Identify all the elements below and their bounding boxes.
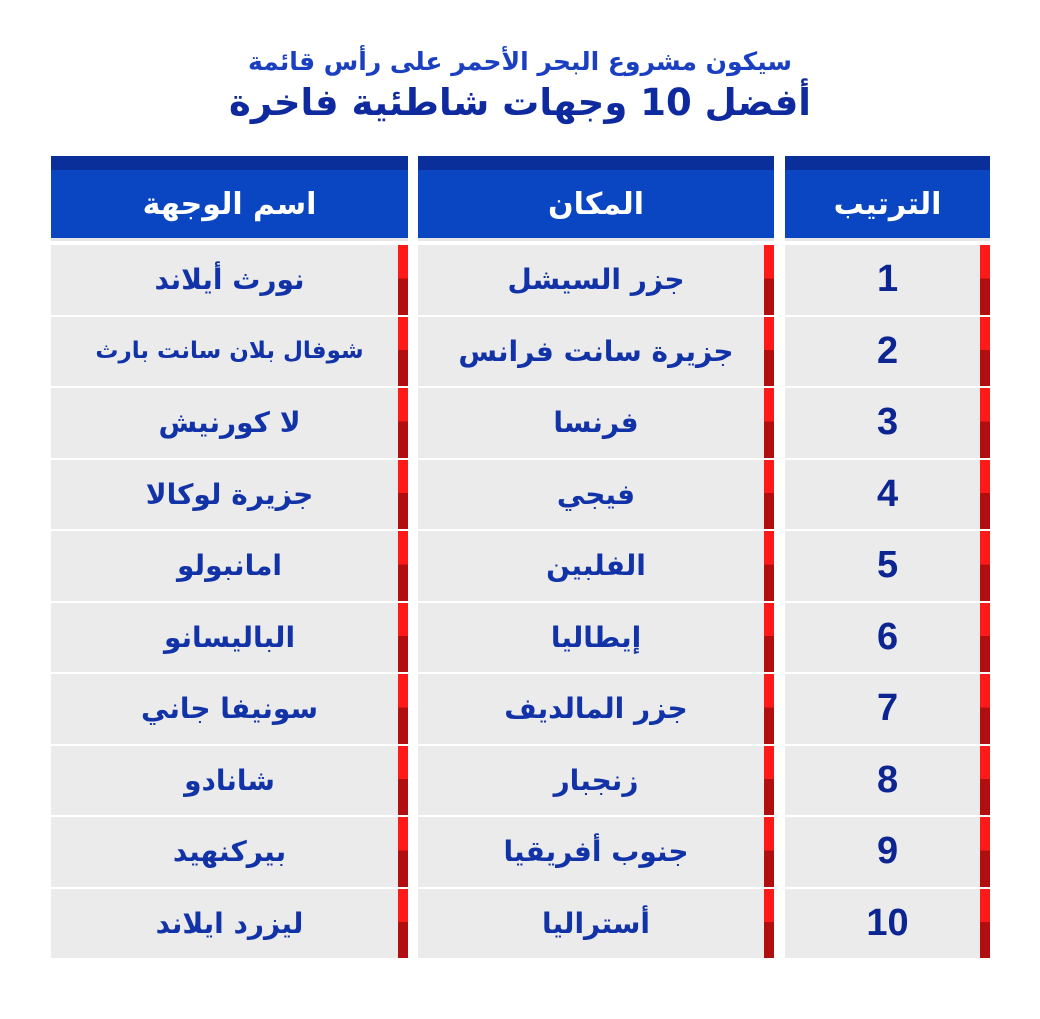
red-stripe — [764, 817, 774, 887]
destination-cell — [51, 746, 408, 818]
rank-rows — [785, 245, 990, 960]
destination-cell — [51, 245, 408, 317]
place-cell — [418, 889, 774, 961]
rank-value: 4 — [876, 472, 899, 515]
red-stripe — [980, 460, 990, 530]
rank-value: 9 — [876, 830, 899, 873]
place-cell — [418, 817, 774, 889]
destination-value: بيركنهيد — [172, 835, 287, 869]
destination-value: جزيرة لوكالا — [145, 477, 314, 511]
place-cell — [418, 531, 774, 603]
red-stripe — [980, 889, 990, 959]
place-value: فرنسا — [553, 406, 639, 440]
red-stripe — [764, 674, 774, 744]
place-value: جنوب أفريقيا — [503, 835, 689, 869]
rank-cell — [785, 245, 990, 317]
rank-cell — [785, 531, 990, 603]
red-stripe — [764, 317, 774, 387]
rank-value: 6 — [876, 615, 899, 658]
rank-value: 8 — [876, 758, 899, 801]
red-stripe — [980, 674, 990, 744]
red-stripe — [764, 603, 774, 673]
red-stripe — [398, 531, 408, 601]
destination-header: اسم الوجهة — [51, 156, 408, 238]
red-stripe — [980, 603, 990, 673]
rank-value: 1 — [876, 258, 899, 301]
place-value: زنجبار — [553, 763, 639, 797]
place-column — [418, 156, 774, 960]
place-value: إيطاليا — [550, 620, 642, 654]
rank-value: 2 — [876, 329, 899, 372]
rank-cell — [785, 674, 990, 746]
rank-header: الترتيب — [785, 156, 990, 238]
red-stripe — [398, 746, 408, 816]
red-stripe — [398, 245, 408, 315]
place-cell — [418, 317, 774, 389]
destination-value: سونيفا جاني — [141, 692, 318, 726]
place-value: الفلبين — [546, 549, 646, 583]
red-stripe — [398, 460, 408, 530]
place-cell — [418, 674, 774, 746]
place-cell — [418, 388, 774, 460]
rank-value: 7 — [876, 687, 899, 730]
destination-cell — [51, 603, 408, 675]
main-title: أفضل 10 وجهات شاطئية فاخرة — [228, 81, 811, 124]
red-stripe — [980, 388, 990, 458]
rank-cell — [785, 603, 990, 675]
rank-cell — [785, 460, 990, 532]
place-value: جزر السيشل — [507, 263, 685, 297]
place-value: جزر المالديف — [504, 692, 688, 726]
destination-cell — [51, 317, 408, 389]
rank-value: 10 — [866, 901, 909, 944]
destination-value: ليزرد ايلاند — [155, 906, 304, 940]
destination-value: شانادو — [184, 763, 275, 797]
destination-value: امانبولو — [177, 549, 283, 583]
title-block — [0, 45, 1040, 127]
red-stripe — [398, 317, 408, 387]
place-value: جزيرة سانت فرانس — [458, 334, 734, 368]
destination-cell — [51, 889, 408, 961]
rank-cell — [785, 817, 990, 889]
red-stripe — [980, 317, 990, 387]
destination-value: لا كورنيش — [158, 406, 301, 440]
destination-cell — [51, 817, 408, 889]
destination-cell — [51, 388, 408, 460]
red-stripe — [764, 245, 774, 315]
destination-value: الباليسانو — [163, 620, 296, 654]
place-cell — [418, 746, 774, 818]
destination-rows — [51, 245, 408, 960]
red-stripe — [398, 889, 408, 959]
destination-cell — [51, 674, 408, 746]
red-stripe — [980, 245, 990, 315]
red-stripe — [980, 817, 990, 887]
red-stripe — [980, 531, 990, 601]
place-value: أستراليا — [541, 906, 651, 940]
rank-value: 3 — [876, 401, 899, 444]
red-stripe — [764, 889, 774, 959]
red-stripe — [980, 746, 990, 816]
rank-cell — [785, 388, 990, 460]
red-stripe — [764, 746, 774, 816]
destination-value: شوفال بلان سانت بارث — [95, 338, 364, 365]
destination-value: نورث أيلاند — [154, 263, 305, 297]
red-stripe — [398, 388, 408, 458]
red-stripe — [764, 460, 774, 530]
red-stripe — [764, 531, 774, 601]
rank-value: 5 — [876, 544, 899, 587]
red-stripe — [398, 603, 408, 673]
place-cell — [418, 460, 774, 532]
place-cell — [418, 603, 774, 675]
rank-cell — [785, 317, 990, 389]
place-value: فيجي — [556, 477, 636, 511]
rank-cell — [785, 746, 990, 818]
destination-cell — [51, 460, 408, 532]
red-stripe — [398, 817, 408, 887]
place-rows — [418, 245, 774, 960]
place-header: المكان — [418, 156, 774, 238]
place-cell — [418, 245, 774, 317]
destination-cell — [51, 531, 408, 603]
red-stripe — [398, 674, 408, 744]
subtitle: سيكون مشروع البحر الأحمر على رأس قائمة — [248, 47, 792, 76]
red-stripe — [764, 388, 774, 458]
rank-cell — [785, 889, 990, 961]
destination-column — [51, 156, 408, 960]
rank-column — [785, 156, 990, 960]
